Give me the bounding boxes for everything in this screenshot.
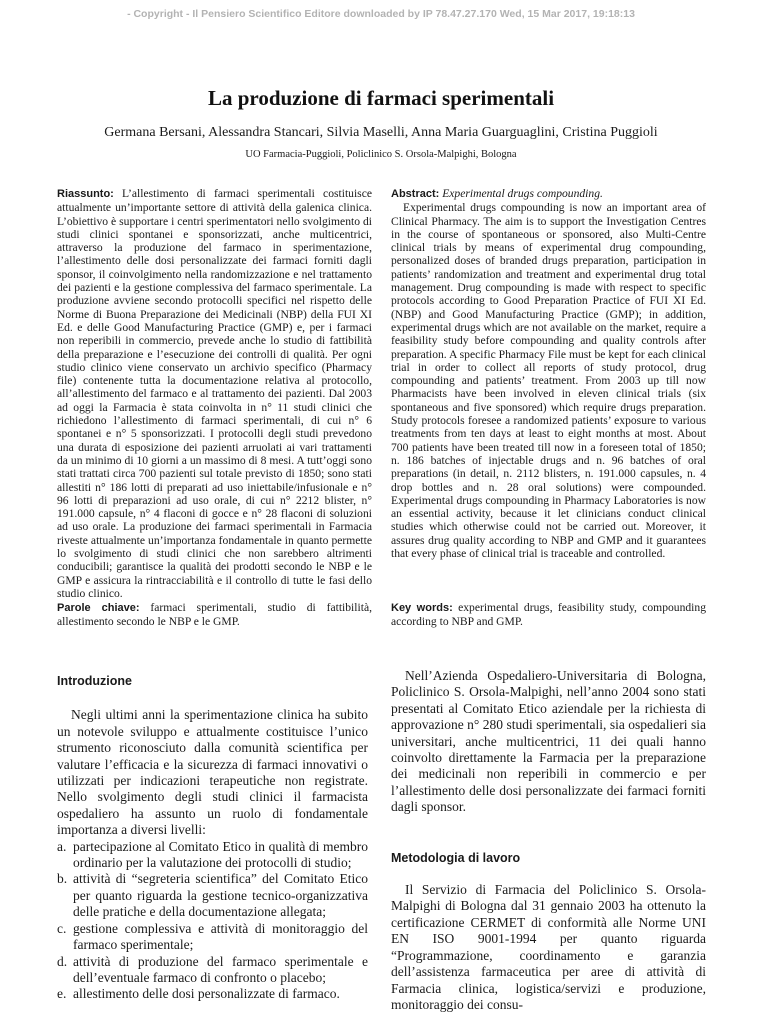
right-body-column (391, 668, 706, 1013)
list-item (57, 871, 368, 920)
key-words-label: Key words: (391, 602, 453, 614)
metodologia-paragraph: Il Servizio di Farmacia del Policlinico S. Orsola-Malpighi di Bologna dal 31 gennaio 2003 ha ottenuto la certificazione CERMET di conformità alle Norme UNI EN ISO 9001-1994 per quanto riguarda “Programmazione, coordinamento e garanzia dell’assistenza farmaceutica per aree di attività di Farmacia clinica, logistica/servizi e produzione, monitoraggio dei consu- (391, 882, 706, 1012)
authors: Germana Bersani, Alessandra Stancari, Silvia Maselli, Anna Maria Guarguaglini, Cristina Puggioli (104, 125, 658, 140)
affiliation: UO Farmacia-Puggioli, Policlinico S. Orsola-Malpighi, Bologna (245, 149, 517, 160)
introduzione-list (57, 839, 368, 1003)
list-marker: d. (57, 953, 68, 969)
abstract-block (391, 187, 706, 560)
key-words-paragraph (391, 601, 706, 629)
riassunto-text: L’allestimento di farmaci sperimentali costituisce attualmente un’importante settore di attività della galenica clinica. L’obiettivo è supportare i centri sperimentatori nello svolgimento di studi clinici spontanei e sponsorizzati, anche multicentrici, attraverso la produzione del farmaco in sperimentazione, l’allestimento delle dosi personalizzate dei farmaci forniti dagli sponsor, il coinvolgimento nella randomizzazione e nel trattamento dei pazienti e la gestione complessiva del farmaco sperimentale. La produzione avviene secondo protocolli specifici nel rispetto delle Norme di Buona Preparazione dei Medicinali (NBP) della FUI XI Ed. e delle Good Manufacturing Practice (GMP) e, per i farmaci non reperibili in commercio, prevede anche lo studio di fattibilità della preparazione e l’esecuzione dei controlli di qualità. Per ogni studio clinico viene conservato un archivio specifico (Pharmacy file) contenente tutta la documentazione relativa al protocollo, all’allestimento del farmaco e al trattamento dei pazienti. Dal 2003 ad oggi la Farmacia è stata coinvolta in n° 11 studi clinici che richiedono l’allestimento di farmaci sperimentali, di cui n° 6 spontanei e n° 5 sponsorizzati. I protocolli degli studi prevedono una durata di esposizione dei pazienti arruolati ai vari trattamenti da un minimo di 10 giorni a un massimo di 8 mesi. A tutt’oggi sono stati trattati circa 700 pazienti sul totale previsto di 1850; sono stati allestiti n° 186 lotti di preparati ad uso iniettabile/infusionale e n° 96 lotti di preparazioni ad uso orale, di cui n° 2212 blister, n° 191.000 capsule, n° 4 flaconi di gocce e n° 28 flaconi di soluzioni ad uso orale. La produzione dei farmaci sperimentali in Farmacia riveste attualmente un’importanza fondamentale in quanto permette lo svolgimento di studi clinici che non sarebbero altrimenti conducibili; garantisce la qualità dei prodotti secondo le NBP e le GMP e assicura la rintracciabilità e il controllo di tutte le fasi dello studio clinico. (57, 187, 372, 600)
list-item (57, 986, 368, 1002)
introduzione-heading: Introduzione (57, 674, 132, 688)
abstract-subtitle: Experimental drugs compounding. (442, 187, 603, 200)
introduzione-paragraph: Negli ultimi anni la sperimentazione clinica ha subito un notevole sviluppo e attualmente costituisce l’unico strumento riconosciuto dalla comunità scientifica per valutare l’efficacia e la sicurezza di farmaci innovativi o utilizzati per indicazioni terapeutiche non registrate. Nello svolgimento degli studi clinici il farmacista ospedaliero ha assunto un ruolo di fondamentale importanza a diversi livelli: (57, 707, 368, 838)
list-marker: b. (57, 871, 68, 887)
key-words-text: experimental drugs, feasibility study, compounding according to NBP and GMP. (391, 601, 706, 629)
azienda-paragraph: Nell’Azienda Ospedaliero-Universitaria di Bologna, Policlinico S. Orsola-Malpighi, nell’anno 2004 sono stati presentati al Comitato Etico aziendale per la richiesta di approvazione n° 280 studi sperimentali, sia ospedalieri sia universitari, anche multicentrici, 11 dei quali hanno coinvolto direttamente la Farmacia per la preparazione dei medicinali non reperibili in commercio e per l’allestimento delle dosi personalizzate dei farmaci forniti dagli sponsor. (391, 668, 706, 815)
metodologia-heading: Metodologia di lavoro (391, 850, 521, 865)
abstract-text: Experimental drugs compounding is now an important area of Clinical Pharmacy. The aim is to support the Investigation Centres in the course of spontaneous or sponsored, also Multi-Centre clinical trials by means of experimental drug compounding, personalized doses of branded drugs preparation, participation in patients’ randomization and treatment and experimental drug total management. Drug compounding is made with respect to specific protocols according to Good Preparation Practice of FUI XI Ed. (NBP) and Good Manufacturing Practice (GMP); in addition, experimental drugs which are not available on the market, require a feasibility study before compounding and quality controls after preparation. A specific Pharmacy File must be kept for each clinical trial in order to collect all reports of study protocol, drug compounding and patients’ treatment. From 2003 up till now Pharmacists have been involved in eleven clinical trials (six spontaneous and five sponsored) which require drugs preparation. Study protocols foresee a randomized patients’ exposure to various treatments from ten days at least to eight months at most. About 700 patients have been treated till now in a foreseen total of 1850; n. 186 batches of injectable drugs and n. 96 batches of oral preparations (in detail, n. 2112 blisters, n. 191.000 capsules, n. 4 drop bottles and n. 28 oral solutions) were compounded. Experimental drugs compounding in Pharmacy Laboratories is now an essential activity, because it let clinicians conduct clinical studies which otherwise could not be carried out. Moreover, it assures drug quality according to NBP and GMP and it guarantees that every phase of clinical trial is traceable and controlled. (391, 201, 706, 561)
parole-chiave-block (57, 601, 372, 629)
list-marker: c. (57, 920, 67, 936)
abstract-label: Abstract: (391, 188, 440, 200)
riassunto-block (57, 187, 372, 600)
list-marker: a. (57, 838, 67, 854)
list-item (57, 839, 368, 872)
parole-chiave-text: farmaci sperimentali, studio di fattibilità, allestimento secondo le NBP e le GMP. (57, 601, 372, 629)
article-title: La produzione di farmaci sperimentali (207, 86, 555, 110)
riassunto-paragraph (57, 187, 372, 600)
riassunto-label: Riassunto: (57, 188, 114, 200)
list-marker: e. (57, 986, 67, 1002)
list-item-text: attività di produzione del farmaco sperimentale e dell’eventuale farmaco di confronto o placebo; (73, 953, 368, 985)
list-item-text: gestione complessiva e attività di monitoraggio del farmaco sperimentale; (73, 920, 368, 953)
list-item (57, 954, 368, 987)
list-item-text: allestimento delle dosi personalizzate di farmaco. (73, 986, 340, 1002)
abstract-heading (391, 187, 706, 201)
introduzione-section (57, 673, 368, 1003)
list-item-text: partecipazione al Comitato Etico in qualità di membro ordinario per la valutazione dei protocolli di studio; (73, 838, 368, 871)
copyright-notice: - Copyright - Il Pensiero Scientifico Editore downloaded by IP 78.47.27.170 Wed, 15 Mar 2017, 19:18:13 (127, 8, 635, 20)
list-item-text: attività di “segreteria scientifica” del Comitato Etico per quanto riguarda la gestione tecnico-organizzativa delle pratiche e della documentazione allegata; (73, 871, 368, 920)
parole-chiave-paragraph (57, 601, 372, 629)
list-item (57, 921, 368, 954)
parole-chiave-label: Parole chiave: (57, 602, 140, 614)
key-words-block (391, 601, 706, 629)
